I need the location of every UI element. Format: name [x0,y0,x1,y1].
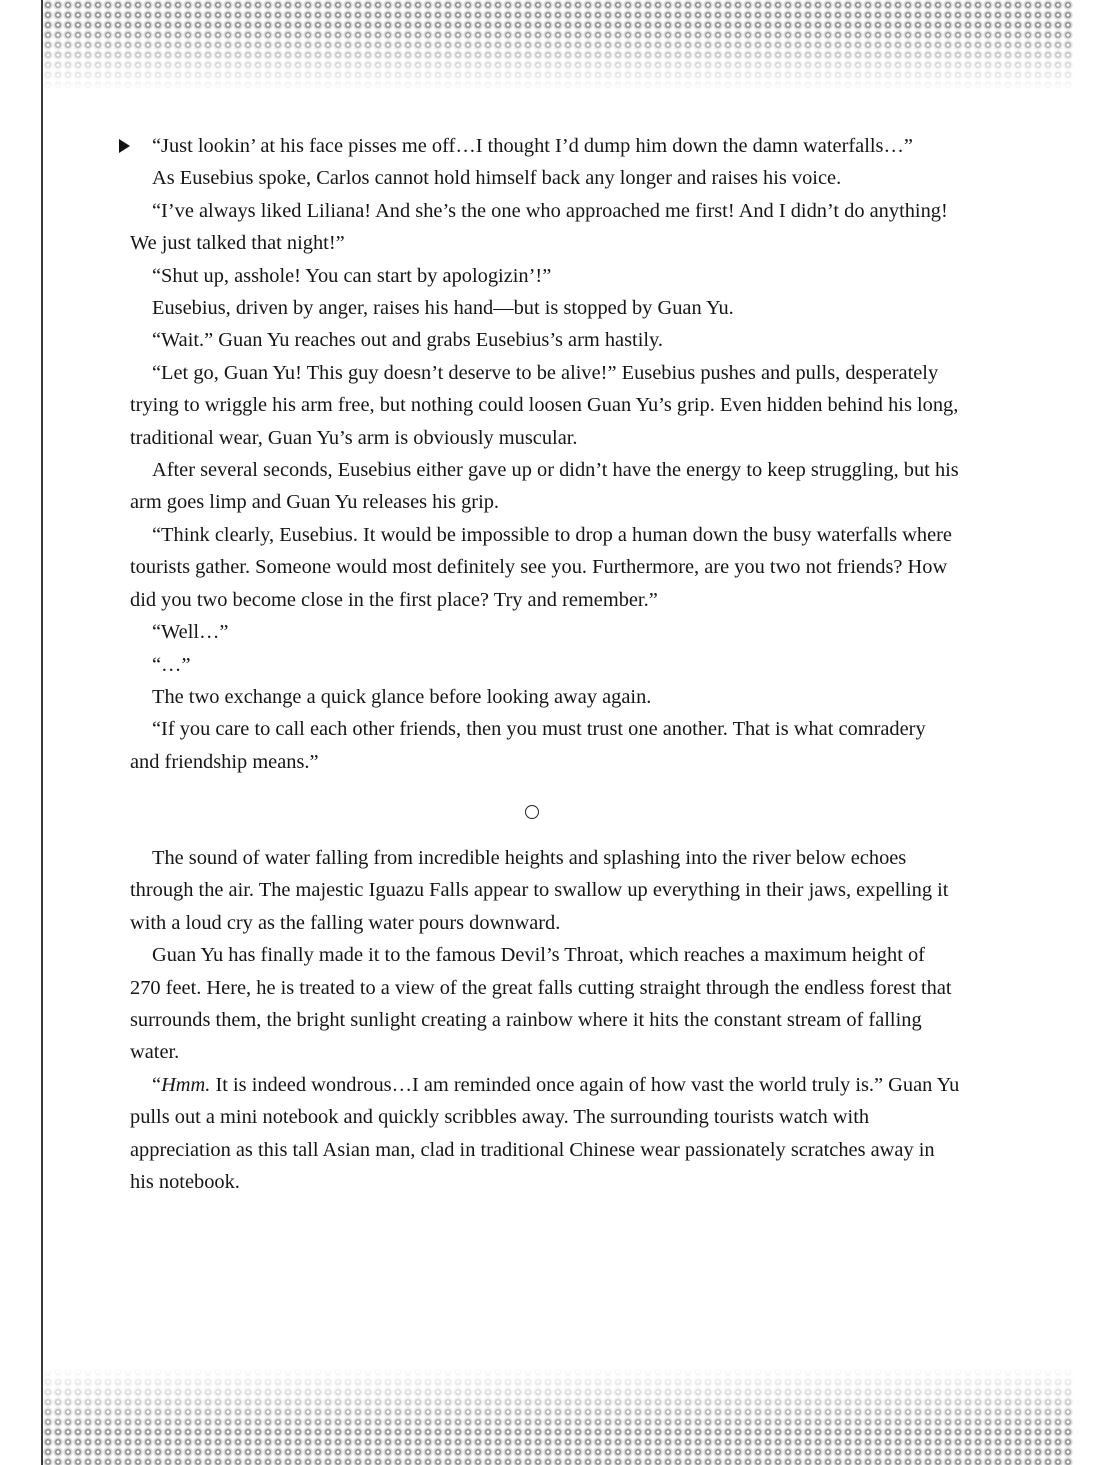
decorative-dot-band-bottom [43,1367,1073,1465]
paragraph-rest: It is indeed wondrous…I am reminded once again of how vast the world truly is.” Guan Yu pulls out a mini notebook and quickly scribbles away. The surrounding tourists watch with appreciation as this tall Asian man, clad in traditional Chinese wear passionately scratches away in his notebook. [130,1073,960,1194]
paragraph: “…” [152,653,191,676]
paragraph: “Think clearly, Eusebius. It would be impossible to drop a human down the busy waterfalls where tourists gather. Someone would most definitely see you. Furthermore, are you two not friends? How did you two become close in the first place? Try and remember.” [130,523,952,611]
paragraph: The two exchange a quick glance before looking away again. [152,685,652,708]
text-block-before-break [130,130,960,778]
paragraph: “Just lookin’ at his face pisses me off…I thought I’d dump him down the damn waterfalls…” [152,135,913,157]
italic-word: Hmm. [161,1073,211,1096]
paragraph: The sound of water falling from incredible heights and splashing into the river below echoes through the air. The majestic Iguazu Falls appear to swallow up everything in their jaws, expelling it with a loud cry as the falling water pours downward. [130,847,949,934]
paragraph: “Shut up, asshole! You can start by apologizin’!” [152,264,552,287]
paragraph [130,1069,960,1199]
paragraph: “Wait.” Guan Yu reaches out and grabs Eusebius’s arm hastily. [152,329,663,352]
page-left-rule [41,0,43,1465]
paragraph: Guan Yu has finally made it to the famous Devil’s Throat, which reaches a maximum height of 270 feet. Here, he is treated to a view of the great falls cutting straight through the endless forest that surrounds them, the bright sunlight creating a rainbow where it hits the constant stream of falling water. [130,944,952,1064]
open-quote: “ [152,1073,162,1096]
paragraph: “Well…” [152,621,229,644]
triangle-marker-icon [119,139,130,153]
paragraph: Eusebius, driven by anger, raises his hand—but is stopped by Guan Yu. [152,297,734,320]
paragraph: As Eusebius spoke, Carlos cannot hold himself back any longer and raises his voice. [152,167,842,190]
paragraph: “Let go, Guan Yu! This guy doesn’t deserve to be alive!” Eusebius pushes and pulls, desperately trying to wriggle his arm free, but nothing could loosen Guan Yu’s grip. Even hidden behind his long, traditional wear, Guan Yu’s arm is obviously muscular. [130,361,959,449]
paragraph: “I’ve always liked Liliana! And she’s the one who approached me first! And I didn’t do anything! We just talked that night!” [130,199,948,255]
circle-section-break-icon [525,805,539,819]
text-block-after-break [130,842,960,1198]
paragraph: “If you care to call each other friends, then you must trust one another. That is what comradery and friendship means.” [130,718,926,773]
decorative-dot-band-top [43,0,1073,92]
paragraph: After several seconds, Eusebius either gave up or didn’t have the energy to keep struggling, but his arm goes limp and Guan Yu releases his grip. [130,459,959,514]
